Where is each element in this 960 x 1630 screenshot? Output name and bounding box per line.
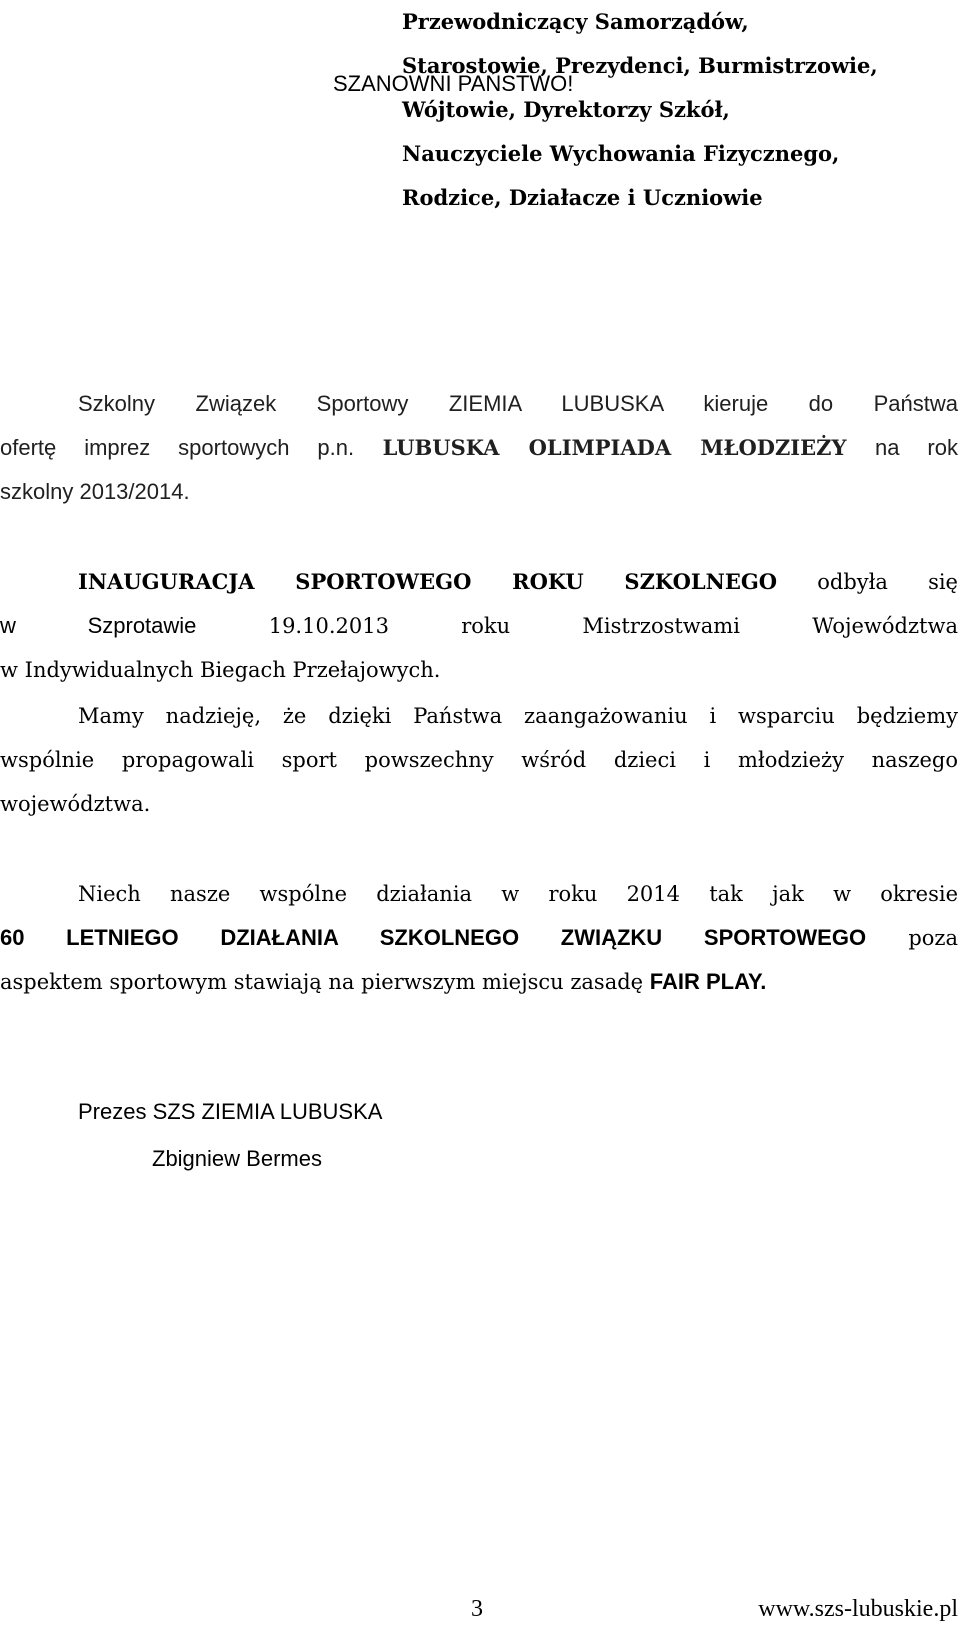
text-run: ofertę imprez sportowych p.n. [0, 435, 355, 460]
text-run: poza [908, 926, 958, 950]
text-run: odbyła się [817, 570, 958, 594]
text-run: w Szprotawie [0, 613, 197, 638]
paragraph-line: wspólnie propagowali sport powszechny wśród dzieci i młodzieży naszego [0, 748, 958, 772]
paragraph-line: w Indywidualnych Biegach Przełajowych. [0, 658, 441, 682]
paragraph-line [0, 960, 958, 1004]
paragraph-hope [0, 694, 958, 826]
addressee-list [402, 0, 878, 220]
website-link[interactable]: www.szs-lubuskie.pl [758, 1596, 958, 1622]
paragraph-line: Niech nasze wspólne działania w roku 2014 tak jak w okresie [78, 882, 958, 906]
paragraph-line: Mamy nadzieję, że dzięki Państwa zaangażowaniu i wsparciu będziemy [78, 704, 958, 728]
greeting: SZANOWNI PAŃSTWO! [333, 71, 574, 96]
anniversary-text: 60 LETNIEGO DZIAŁANIA SZKOLNEGO ZWIĄZKU SPORTOWEGO [0, 925, 867, 950]
paragraph-line [0, 560, 958, 604]
event-name: INAUGURACJA SPORTOWEGO ROKU SZKOLNEGO [78, 569, 778, 594]
addressee-line: Rodzice, Działacze i Uczniowie [402, 185, 763, 210]
page-number: 3 [471, 1596, 483, 1622]
text-run: aspektem sportowym stawiają na pierwszym miejscu zasadę [0, 970, 644, 994]
addressee-line: Przewodniczący Samorządów, [402, 9, 749, 34]
signature-title: Prezes SZS ZIEMIA LUBUSKA [78, 1099, 383, 1124]
text-run: 19.10.2013 roku Mistrzostwami Województwa [268, 614, 958, 638]
event-name: LUBUSKA OLIMPIADA MŁODZIEŻY [382, 435, 847, 460]
addressee-line: Nauczyciele Wychowania Fizycznego, [402, 141, 840, 166]
signature-name: Zbigniew Bermes [152, 1146, 322, 1171]
paragraph-line: Szkolny Związek Sportowy ZIEMIA LUBUSKA kieruje do Państwa [78, 391, 958, 416]
paragraph-inauguration [0, 560, 958, 692]
paragraph-fair-play [0, 872, 958, 1004]
paragraph-line [0, 426, 958, 470]
addressee-line: Starostowie, Prezydenci, Burmistrzowie, [402, 53, 878, 78]
paragraph-line [0, 604, 958, 648]
text-run: na rok [875, 435, 958, 460]
fair-play-text: FAIR PLAY. [649, 969, 767, 994]
paragraph-line [0, 916, 958, 960]
paragraph-line: szkolny 2013/2014. [0, 479, 190, 504]
paragraph-offer [0, 382, 958, 514]
addressee-line: Wójtowie, Dyrektorzy Szkół, [402, 97, 730, 122]
paragraph-line: województwa. [0, 792, 151, 816]
